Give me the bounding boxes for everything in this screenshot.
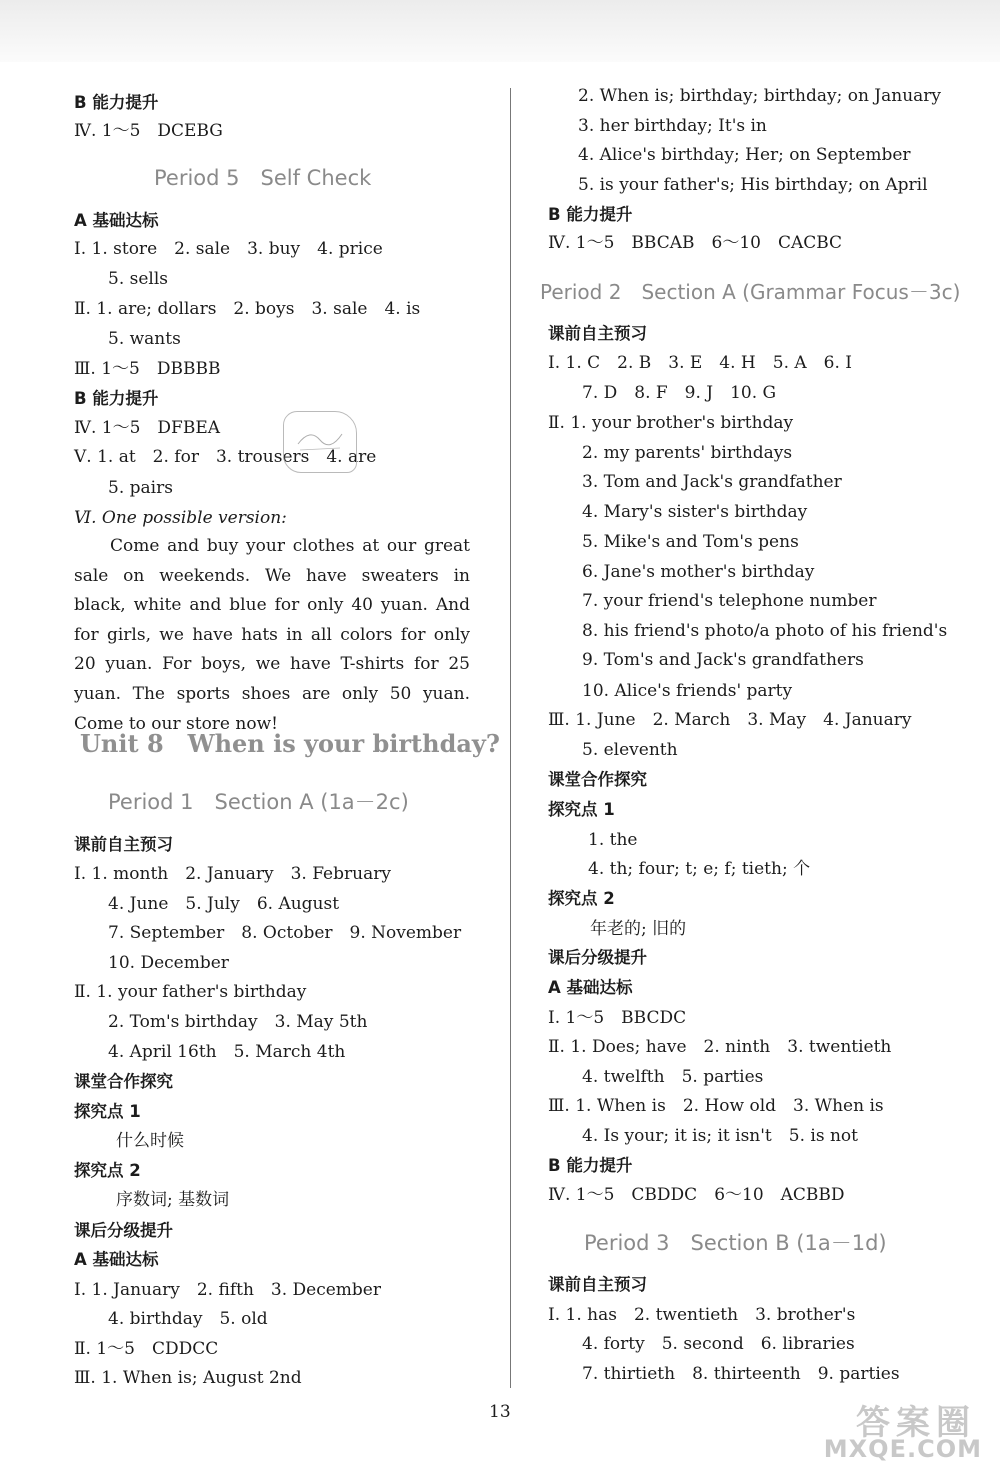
answer-line: Ⅰ. 1. month 2. January 3. February	[74, 864, 391, 884]
watermark-logo	[816, 1395, 986, 1465]
answer-line: 1. the	[588, 830, 638, 850]
section-heading: A 基础达标	[548, 978, 633, 997]
answer-line: 4. twelfth 5. parties	[582, 1067, 764, 1087]
column-divider	[510, 88, 511, 1388]
answer-line: 4. June 5. July 6. August	[108, 894, 340, 914]
sample-essay: Come and buy your clothes at our great sale on weekends. We have sweaters in black, white and blue for only 40 yuan. And for girls, we have hats in all colors for only 20 yuan. For boys, we have T-shirts for 25 yuan. The sports shoes are only 50 yuan. Come to our store now!	[74, 536, 470, 734]
answer-line: Ⅳ. 1～5 CBDDC 6～10 ACBBD	[548, 1185, 845, 1205]
section-heading: B 能力提升	[548, 1156, 633, 1175]
answer-line: 7. thirtieth 8. thirteenth 9. parties	[582, 1364, 900, 1384]
answer-line: Ⅳ. 1～5 BBCAB 6～10 CACBC	[548, 233, 843, 253]
section-heading: 探究点 1	[74, 1102, 141, 1121]
answer-line: 9. Tom's and Jack's grandfathers	[582, 650, 864, 670]
period-title: Period 1 Section A (1a－2c)	[108, 790, 409, 814]
answer-line: 年老的; 旧的	[590, 919, 687, 939]
answer-line: 8. his friend's photo/a photo of his friend's	[582, 621, 948, 641]
answer-line: 5. pairs	[108, 478, 173, 498]
answer-line: 4. forty 5. second 6. libraries	[582, 1334, 855, 1354]
answer-line: 3. Tom and Jack's grandfather	[582, 472, 842, 492]
stamp-mark	[283, 411, 357, 473]
answer-line: Ⅱ. 1. Does; have 2. ninth 3. twentieth	[548, 1037, 892, 1057]
page-top-shading	[0, 0, 1000, 62]
answer-line: Ⅱ. 1～5 CDDCC	[74, 1339, 219, 1359]
answer-line: 4. th; four; t; e; f; tieth; 个	[588, 859, 811, 879]
section-heading: 课前自主预习	[74, 835, 173, 854]
answer-line: Ⅱ. 1. your brother's birthday	[548, 413, 794, 433]
section-heading: 探究点 2	[548, 889, 615, 908]
answer-line: 2. When is; birthday; birthday; on January	[578, 86, 942, 106]
answer-line: Ⅰ. 1. has 2. twentieth 3. brother's	[548, 1305, 856, 1325]
answer-line: 序数词; 基数词	[116, 1190, 230, 1210]
answer-line: Ⅴ. 1. at 2. for 3. trousers 4. are	[74, 447, 377, 467]
answer-line: 什么时候	[116, 1131, 184, 1151]
section-heading: 课前自主预习	[548, 1275, 647, 1294]
answer-line: 3. her birthday; It's in	[578, 116, 767, 136]
page-number: 13	[489, 1402, 511, 1422]
answer-line: 4. Is your; it is; it isn't 5. is not	[582, 1126, 858, 1146]
answer-line: 7. D 8. F 9. J 10. G	[582, 383, 777, 403]
section-heading: B 能力提升	[548, 205, 633, 224]
section-heading: 课后分级提升	[548, 948, 647, 967]
answer-line: Ⅱ. 1. your father's birthday	[74, 982, 307, 1002]
answer-line: 6. Jane's mother's birthday	[582, 562, 815, 582]
answer-line: 7. your friend's telephone number	[582, 591, 877, 611]
answer-line: Ⅵ. One possible version:	[74, 508, 287, 528]
section-heading: 课前自主预习	[548, 324, 647, 343]
section-heading: A 基础达标	[74, 1250, 159, 1269]
answer-line: Ⅳ. 1～5 DFBEA	[74, 418, 221, 438]
answer-line: Ⅲ. 1. June 2. March 3. May 4. January	[548, 710, 912, 730]
section-heading: 探究点 2	[74, 1161, 141, 1180]
answer-line: Ⅲ. 1. When is 2. How old 3. When is	[548, 1096, 884, 1116]
answer-line: 5. is your father's; His birthday; on April	[578, 175, 928, 195]
answer-line: 5. Mike's and Tom's pens	[582, 532, 799, 552]
period-title: Period 2 Section A (Grammar Focus－3c)	[540, 280, 961, 304]
answer-line: Ⅰ. 1. C 2. B 3. E 4. H 5. A 6. I	[548, 353, 852, 373]
answer-line: Ⅰ. 1. store 2. sale 3. buy 4. price	[74, 239, 383, 259]
watermark-line1: 答案圈	[856, 1403, 976, 1443]
section-heading: B 能力提升	[74, 93, 159, 112]
answer-line: 10. December	[108, 953, 229, 973]
answer-line: 5. sells	[108, 269, 169, 289]
section-heading: A 基础达标	[74, 211, 159, 230]
answer-line: 4. April 16th 5. March 4th	[108, 1042, 346, 1062]
answer-line: 2. Tom's birthday 3. May 5th	[108, 1012, 368, 1032]
answer-line: Ⅲ. 1～5 DBBBB	[74, 359, 221, 379]
answer-line: Ⅲ. 1. When is; August 2nd	[74, 1368, 302, 1388]
answer-line: 7. September 8. October 9. November	[108, 923, 462, 943]
answer-line: 4. Alice's birthday; Her; on September	[578, 145, 911, 165]
section-heading: 课后分级提升	[74, 1221, 173, 1240]
section-heading: 课堂合作探究	[548, 770, 647, 789]
answer-line: 10. Alice's friends' party	[582, 681, 793, 701]
period-title: Period 5 Self Check	[154, 166, 372, 190]
period-title: Period 3 Section B (1a－1d)	[584, 1231, 887, 1255]
answer-line: 5. eleventh	[582, 740, 678, 760]
unit-title: Unit 8 When is your birthday?	[80, 729, 500, 758]
answer-line: Ⅱ. 1. are; dollars 2. boys 3. sale 4. is	[74, 299, 421, 319]
section-heading: 课堂合作探究	[74, 1072, 173, 1091]
answer-line: 4. Mary's sister's birthday	[582, 502, 808, 522]
section-heading: B 能力提升	[74, 389, 159, 408]
answer-line: Ⅰ. 1～5 BBCDC	[548, 1008, 687, 1028]
section-heading: 探究点 1	[548, 800, 615, 819]
answer-line: Ⅳ. 1～5 DCEBG	[74, 121, 223, 141]
watermark-line2: MXQE.COM	[823, 1435, 982, 1463]
answer-line: 2. my parents' birthdays	[582, 443, 793, 463]
answer-line: 5. wants	[108, 329, 181, 349]
stamp-scribble-icon	[290, 424, 350, 454]
answer-line: Ⅰ. 1. January 2. fifth 3. December	[74, 1280, 381, 1300]
answer-line: 4. birthday 5. old	[108, 1309, 268, 1329]
